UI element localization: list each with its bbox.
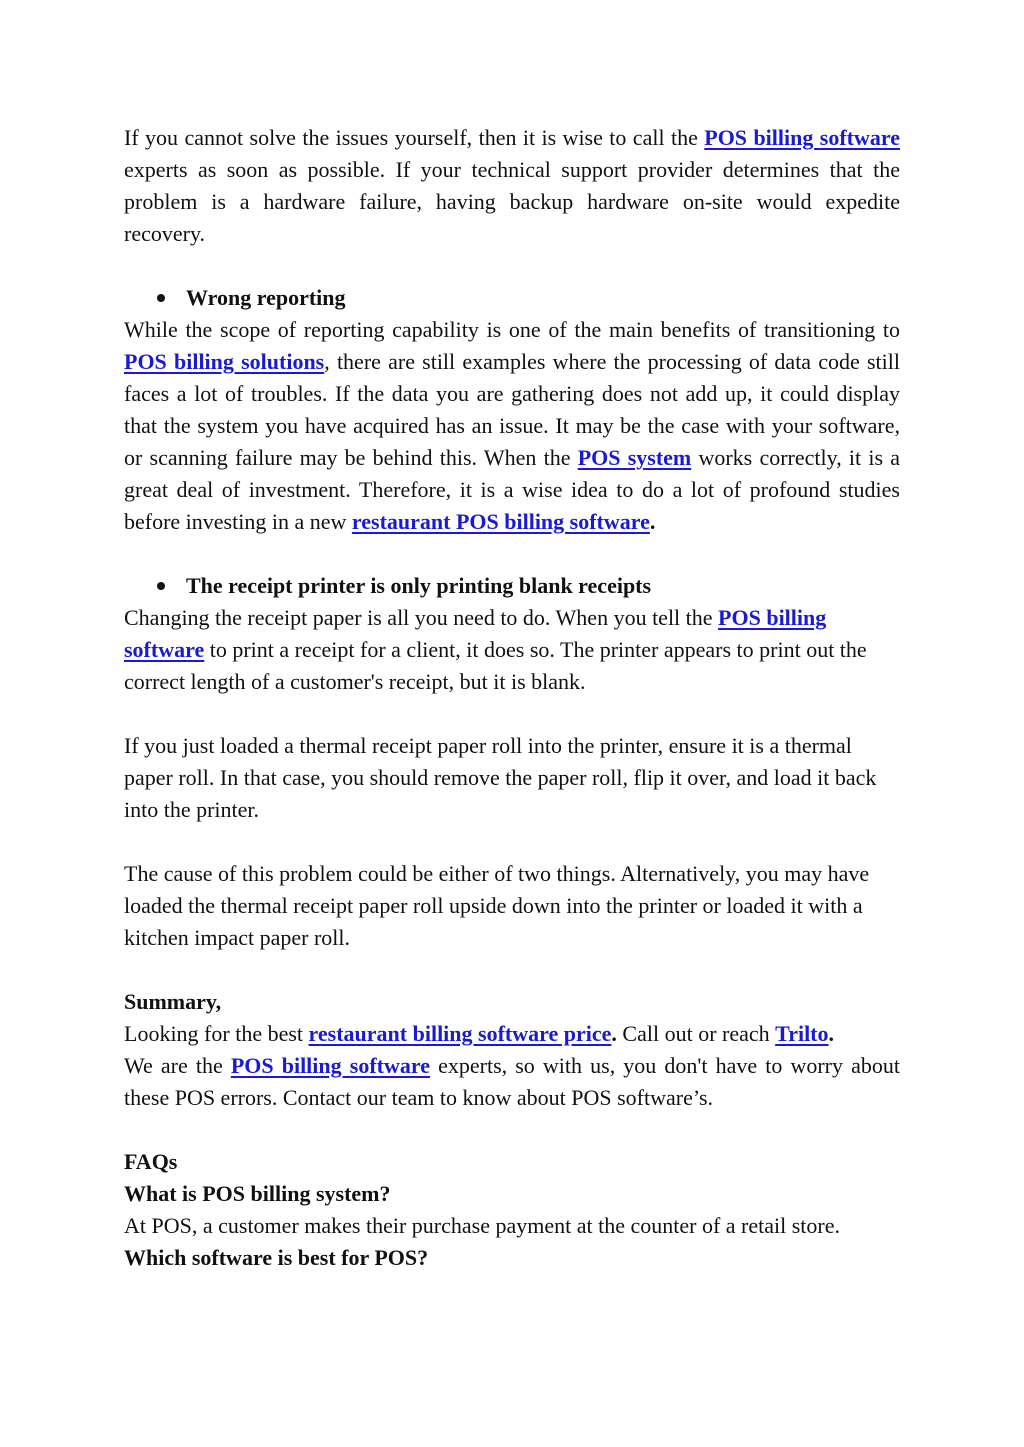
text: We are the — [124, 1053, 231, 1078]
pos-billing-solutions-link[interactable]: POS billing solutions — [124, 349, 325, 374]
restaurant-billing-software-price-link[interactable]: restaurant billing software price — [308, 1021, 612, 1046]
text: . — [611, 1021, 623, 1046]
text: . — [828, 1021, 835, 1046]
text: While the scope of reporting capability is one of the main benefits of transitioning to — [124, 317, 900, 342]
restaurant-pos-billing-software-link[interactable]: restaurant POS billing software — [351, 509, 650, 534]
text: experts as soon as possible. If your technical support provider determines that the problem is a hardware failure, having backup hardware on-site would expedite recovery. — [124, 157, 900, 246]
text: experts, so with us, you don't have to worry about these POS errors. Contact our team to know about POS software’s. — [124, 1053, 900, 1110]
receipt-printer-paragraph — [124, 602, 900, 698]
pos-billing-software-link[interactable]: POS billing software — [704, 125, 900, 150]
pos-billing-software-link[interactable]: POS billing software — [124, 605, 827, 662]
summary-paragraph — [124, 1050, 900, 1114]
document-body — [124, 122, 900, 1274]
text: Changing the receipt paper is all you need to do. When you tell the — [124, 605, 719, 630]
text: works correctly, it is a great deal of investment. Therefore, it is a wise idea to do a lot of profound studies before investing in a new — [124, 445, 901, 534]
summary-heading: Summary, — [124, 989, 222, 1014]
text: . — [649, 509, 656, 534]
thermal-roll-paragraph: If you just loaded a thermal receipt paper roll into the printer, ensure it is a thermal paper roll. In that case, you should remove the paper roll, flip it over, and load it back into the printer. — [124, 733, 877, 822]
pos-billing-software-link[interactable]: POS billing software — [230, 1053, 430, 1078]
pos-system-link[interactable]: POS system — [577, 445, 692, 470]
bullet-heading-receipt-printer: The receipt printer is only printing blank receipts — [124, 570, 900, 602]
faqs-heading: FAQs — [124, 1149, 178, 1174]
text: If you cannot solve the issues yourself, then it is wise to call the — [124, 125, 705, 150]
faq-answer-1: At POS, a customer makes their purchase payment at the counter of a retail store. — [124, 1213, 840, 1238]
bullet-heading-wrong-reporting: Wrong reporting — [124, 282, 900, 314]
faq-question-2: Which software is best for POS? — [124, 1245, 429, 1270]
intro-paragraph — [124, 122, 900, 250]
faq-question-1: What is POS billing system? — [124, 1181, 391, 1206]
wrong-reporting-paragraph — [124, 314, 900, 538]
text: to print a receipt for a client, it does so. The printer appears to print out the correct length of a customer's receipt, but it is blank. — [124, 637, 867, 694]
cause-paragraph: The cause of this problem could be either of two things. Alternatively, you may have loaded the thermal receipt paper roll upside down into the printer or loaded it with a kitchen impact paper roll. — [124, 861, 870, 950]
trilto-link[interactable]: Trilto — [775, 1021, 829, 1046]
text: , there are still examples where the processing of data code still faces a lot of troubles. If the data you are gathering does not add up, it could display that the system you have acquired has an issue. It may be the case with your software, or scanning failure may be behind this. When the — [124, 349, 900, 470]
text: Call out or reach — [622, 1021, 776, 1046]
text: Looking for the best — [124, 1021, 309, 1046]
summary-line-1 — [124, 1018, 900, 1050]
